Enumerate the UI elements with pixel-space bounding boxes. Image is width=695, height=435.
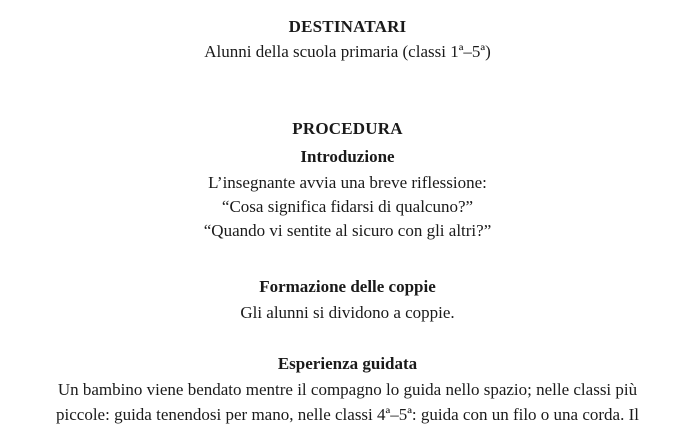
destinatari-heading: DESTINATARI [288,17,407,36]
formazione-title: Formazione delle coppie [259,277,436,296]
introduzione-title: Introduzione [300,147,395,166]
esperienza-title: Esperienza guidata [277,354,418,373]
introduzione-line-3: “Quando vi sentite al sicuro con gli altri?” [203,221,492,240]
introduzione-line-2: “Cosa significa fidarsi di qualcuno?” [221,197,474,216]
esperienza-line-1: Un bambino viene bendato mentre il compagno lo guida nello spazio; nelle classi più [57,380,638,399]
esperienza-line-2: piccole: guida tenendosi per mano, nelle classi 4ª–5ª: guida con un filo o una corda. Il [56,405,639,424]
destinatari-text: Alunni della scuola primaria (classi 1ª–5ª) [204,42,491,61]
procedura-heading: PROCEDURA [292,119,403,138]
introduzione-line-1: L’insegnante avvia una breve riflessione: [208,173,487,192]
formazione-text: Gli alunni si dividono a coppie. [240,303,455,322]
